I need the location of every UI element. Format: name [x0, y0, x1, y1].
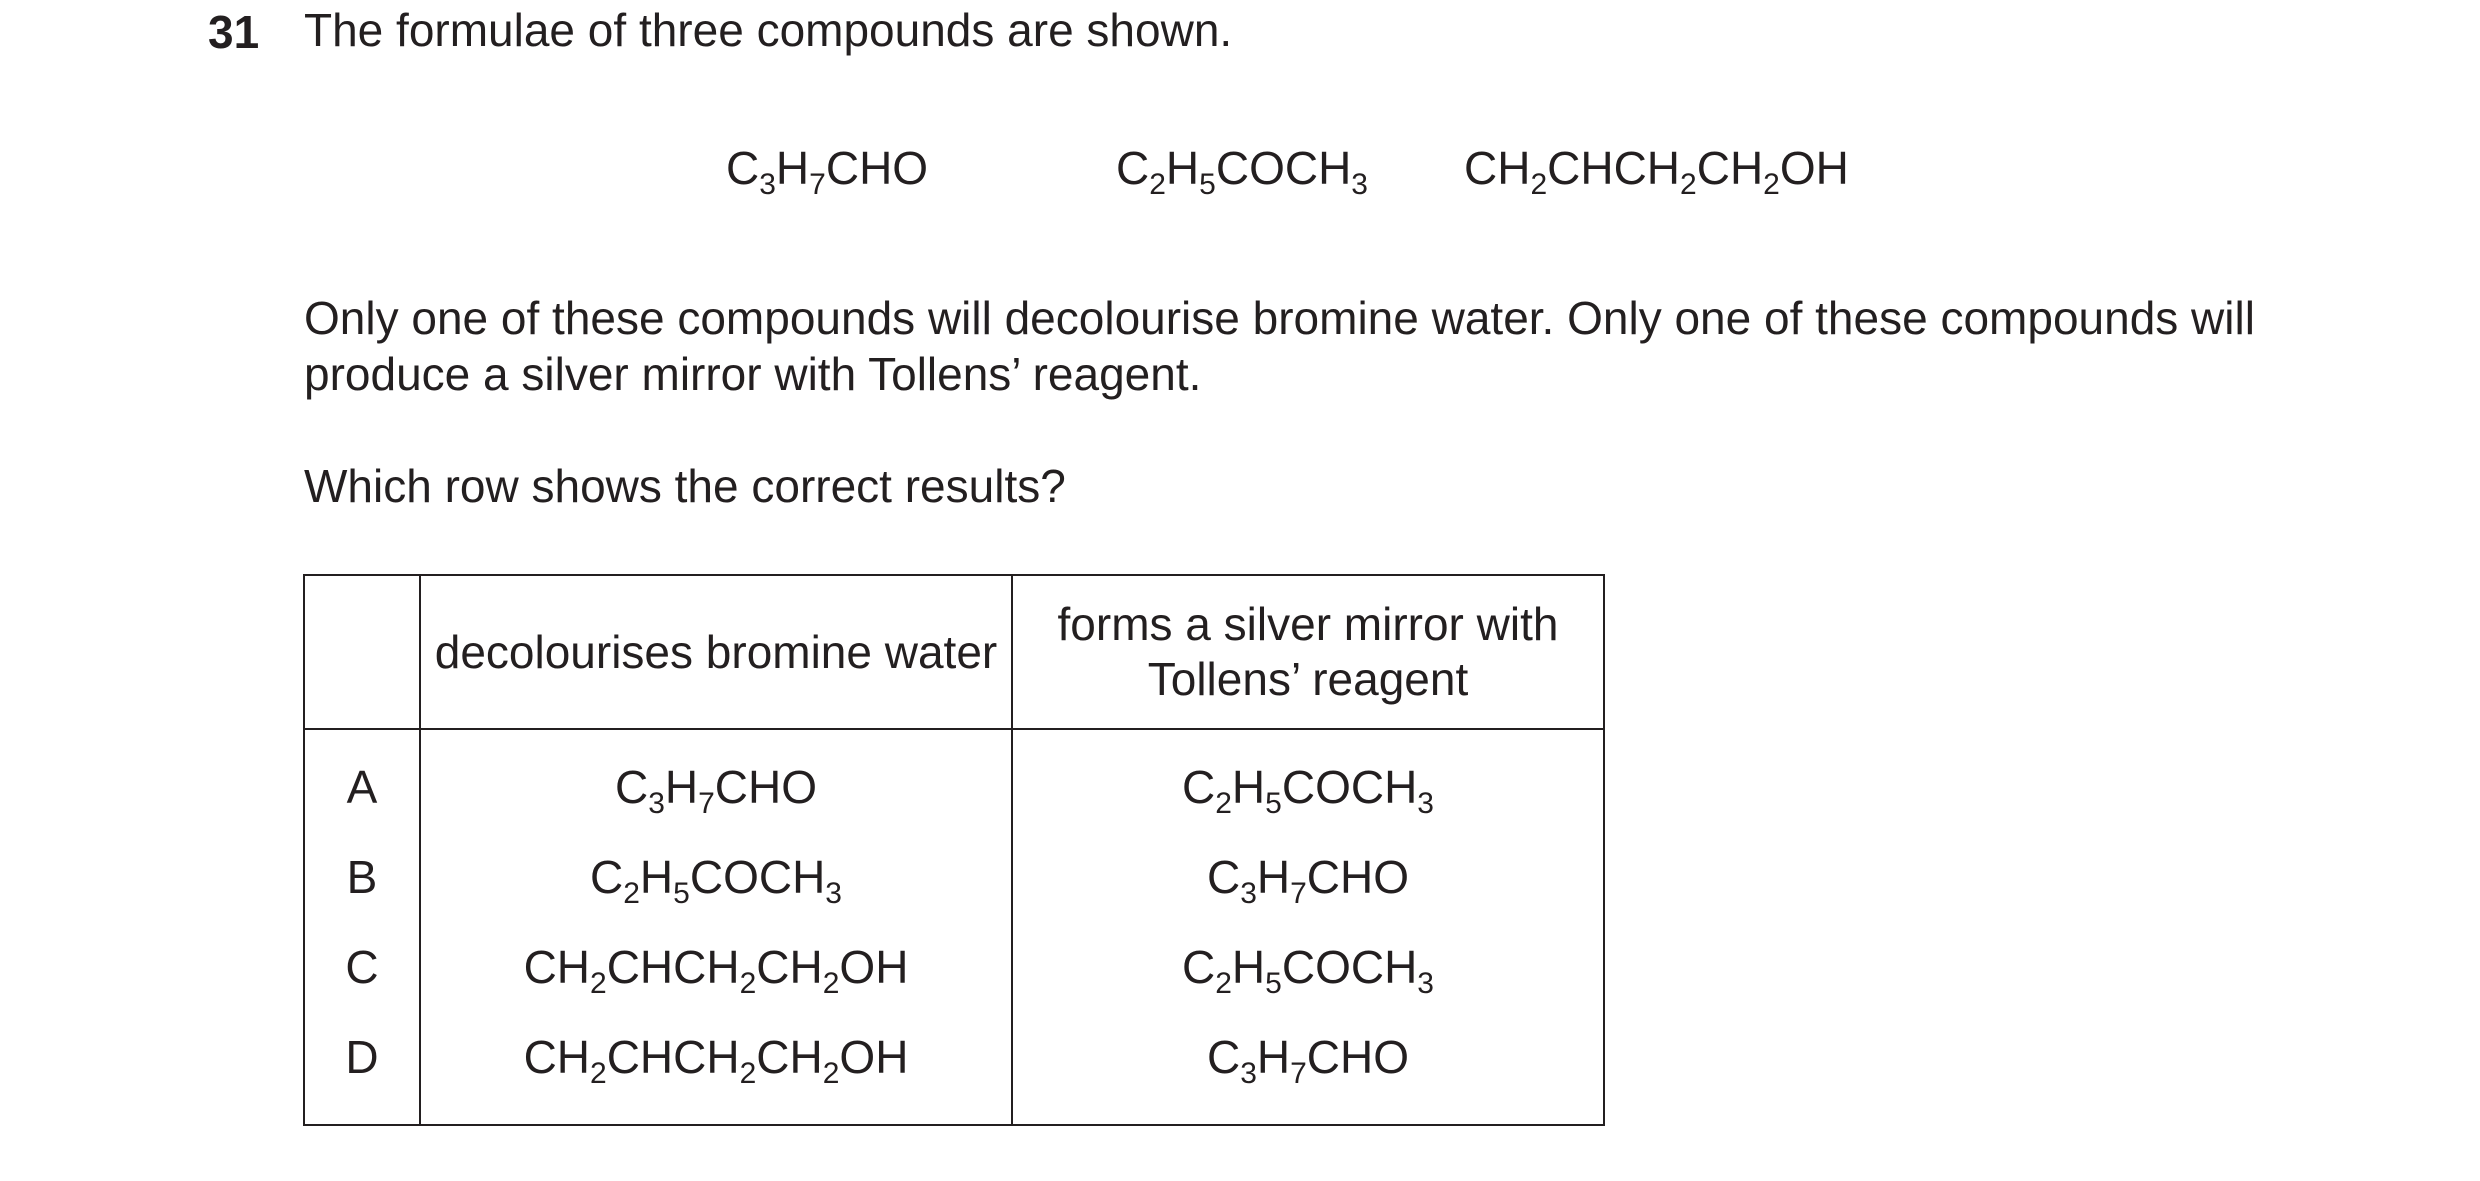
table-row[interactable] — [304, 1012, 1604, 1125]
results-table — [303, 574, 1605, 1126]
compound-formula-1: $C_3H_7CHO$ — [726, 142, 929, 201]
header-bromine-water — [420, 575, 1012, 729]
row-letter[interactable]: C — [304, 922, 420, 1012]
row-letter[interactable]: D — [304, 1012, 420, 1125]
row-bromine-formula: $CH_2CHCH_2CH_2OH$ — [420, 922, 1012, 1012]
table-row[interactable] — [304, 832, 1604, 922]
question-intro: The formulae of three compounds are shown. — [304, 4, 1233, 56]
table-row[interactable] — [304, 922, 1604, 1012]
compound-formula-3: $CH_2CHCH_2CH_2OH$ — [1464, 142, 1849, 201]
header-tollens-line-1: forms a silver mirror with — [1057, 598, 1559, 650]
row-bromine-formula: $CH_2CHCH_2CH_2OH$ — [420, 1012, 1012, 1125]
row-letter[interactable]: B — [304, 832, 420, 922]
row-tollens-formula: $C_3H_7CHO$ — [1012, 832, 1604, 922]
row-bromine-formula: $C_2H_5COCH_3$ — [420, 832, 1012, 922]
row-tollens-formula: $C_2H_5COCH_3$ — [1012, 922, 1604, 1012]
row-tollens-formula: $C_2H_5COCH_3$ — [1012, 729, 1604, 832]
header-tollens — [1012, 575, 1604, 729]
row-bromine-formula: $C_3H_7CHO$ — [420, 729, 1012, 832]
question-number: 31 — [208, 6, 260, 58]
compound-formula-2: $C_2H_5COCH_3$ — [1116, 142, 1368, 201]
row-tollens-formula: $C_3H_7CHO$ — [1012, 1012, 1604, 1125]
row-letter[interactable]: A — [304, 729, 420, 832]
table-header-row — [304, 575, 1604, 729]
header-tollens-line-2: Tollens’ reagent — [1147, 653, 1469, 705]
header-letter — [304, 575, 420, 729]
question-statement: Only one of these compounds will decolourise bromine water. Only one of these compounds will produce a silver mirror with Tollens’ reagent. — [304, 292, 2255, 400]
question-prompt: Which row shows the correct results? — [304, 460, 1066, 512]
table-row[interactable] — [304, 729, 1604, 832]
header-bromine-label: decolourises bromine water — [434, 625, 998, 678]
